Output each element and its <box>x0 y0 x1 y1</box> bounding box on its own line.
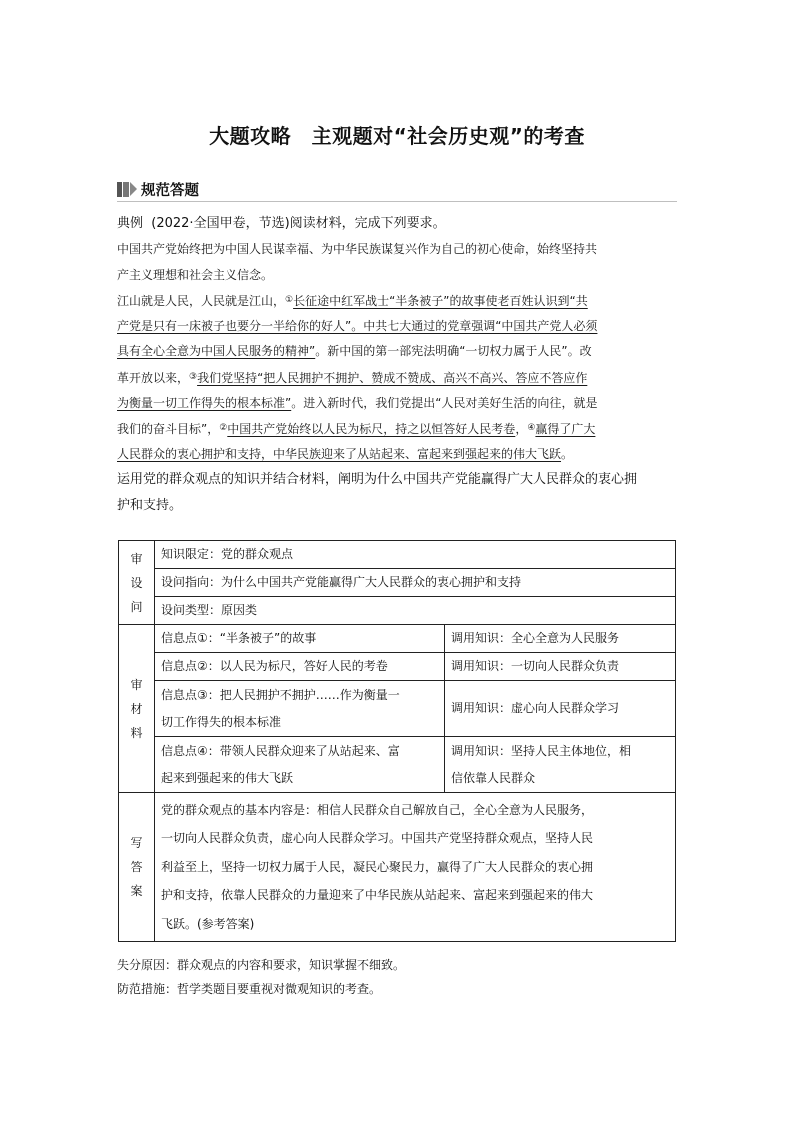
knowledge-cell: 调用知识：一切向人民群众负责 <box>445 653 676 681</box>
question-label: 典例 <box>117 216 144 231</box>
material-line: 我们的奋斗目标”，②中国共产党始终以人民为标尺，持之以恒答好人民考卷，④赢得了广大 <box>117 422 596 437</box>
marker-3: ③ <box>189 371 198 382</box>
section-heading <box>117 178 677 200</box>
task-line: 运用党的群众观点的知识并结合材料，阐明为什么中国共产党能赢得广大人民群众的衷心拥 <box>117 472 638 488</box>
section-label-answer: 写 答 案 <box>119 793 155 942</box>
knowledge-cell: 调用知识：坚持人民主体地位，相 信依靠人民群众 <box>445 737 676 793</box>
marker-2: ② <box>219 423 228 434</box>
table-row <box>119 569 676 597</box>
underlined-text: 具有全心全意为中国人民服务的精神” <box>117 344 316 359</box>
task-line: 护和支持。 <box>117 498 183 514</box>
table-cell: 设问指向：为什么中国共产党能赢得广大人民群众的衷心拥护和支持 <box>155 569 676 597</box>
material-line: 为衡量一切工作得失的根本标准”。进入新时代，我们党提出“人民对美好生活的向往，就是 <box>117 395 598 410</box>
material-line: 江山就是人民，人民就是江山，①长征途中红军战士“半条被子”的故事使老百姓认识到“共 <box>117 294 588 309</box>
question-prompt <box>117 211 679 237</box>
page-title: 大题攻略 主观题对“社会历史观”的考查 <box>209 124 585 148</box>
underlined-text: 我们党坚持“把人民拥护不拥护、赞成不赞成、高兴不高兴、答应不答应作 <box>197 370 588 385</box>
table-row <box>119 597 676 625</box>
underlined-text: 为衡量一切工作得失的根本标准” <box>117 395 292 410</box>
material-line <box>117 314 679 340</box>
knowledge-cell: 调用知识：虚心向人民群众学习 <box>445 681 676 737</box>
table-row <box>119 681 676 737</box>
underlined-text: 产党是只有一床被子也要分一半给你的好人”。中共七大通过的党章强调“中国共产党人必须 <box>117 318 598 333</box>
info-point-cell: 信息点②：以人民为标尺，答好人民的考卷 <box>155 653 445 681</box>
table-row <box>119 625 676 653</box>
info-point-cell: 信息点③：把人民拥护不拥护……作为衡量一 切工作得失的根本标准 <box>155 681 445 737</box>
underlined-text: 长征途中红军战士“半条被子”的故事使老百姓认识到“共 <box>293 294 588 309</box>
section-label-question: 审 设 问 <box>119 541 155 625</box>
table-cell: 知识限定：党的群众观点 <box>155 541 676 569</box>
question-source: (2022·全国甲卷，节选) <box>151 216 290 231</box>
marker-4: ④ <box>527 423 536 434</box>
material-line: 具有全心全意为中国人民服务的精神”。新中国的第一部宪法明确“一切权力属于人民”。改 <box>117 344 592 359</box>
table-row <box>119 793 676 942</box>
material-line: 产主义理想和社会主义信念。 <box>117 267 274 282</box>
underlined-text: 赢得了广大 <box>535 422 596 437</box>
underlined-text: 中国共产党始终以人民为标尺，持之以恒答好人民考卷 <box>227 422 516 437</box>
question-instruction: 阅读材料，完成下列要求。 <box>289 216 446 231</box>
table-row <box>119 653 676 681</box>
material-line: 中国共产党始终把为中国人民谋幸福、为中华民族谋复兴作为自己的初心使命，始终坚持共 <box>117 242 598 256</box>
section-label-material: 审 材 料 <box>119 625 155 793</box>
info-point-cell: 信息点④：带领人民群众迎来了从站起来、富 起来到强起来的伟大飞跃 <box>155 737 445 793</box>
footer-notes <box>117 953 679 1001</box>
underlined-text: 人民群众的衷心拥护和支持，中华民族迎来了从站起来、富起来到强起来的伟大飞跃 <box>117 446 562 461</box>
table-cell: 设问类型：原因类 <box>155 597 676 625</box>
section-title: 规范答题 <box>141 182 199 199</box>
prevention-measures: 防范措施：哲学类题目要重视对微观知识的考查。 <box>117 982 382 996</box>
info-point-cell: 信息点①：“半条被子”的故事 <box>155 625 445 653</box>
material-line: 革开放以来，③我们党坚持“把人民拥护不拥护、赞成不赞成、高兴不高兴、答应不答应作 <box>117 370 588 385</box>
section-marker-icon <box>117 182 137 197</box>
question-body <box>117 211 679 519</box>
loss-reason: 失分原因：群众观点的内容和要求，知识掌握不细致。 <box>117 958 406 972</box>
analysis-table <box>118 540 676 942</box>
answer-cell: 党的群众观点的基本内容是：相信人民群众自己解放自己，全心全意为人民服务， 一切向人民群众负责，虚心向人民群众学习。中国共产党坚持群众观点，坚持人民 利益至上，坚持一切权力属于人民，凝民心聚民力，赢得了广大人民群众的衷心拥 护和支持，依靠人民群众的力量迎来了中华民族从站起来、富起来到强起来的伟大 飞跃。(参考答案) <box>155 793 676 942</box>
section-divider <box>117 201 677 202</box>
marker-1: ① <box>285 295 294 306</box>
table-row <box>119 737 676 793</box>
table-row <box>119 541 676 569</box>
material-line: 人民群众的衷心拥护和支持，中华民族迎来了从站起来、富起来到强起来的伟大飞跃。 <box>117 446 574 461</box>
knowledge-cell: 调用知识：全心全意为人民服务 <box>445 625 676 653</box>
